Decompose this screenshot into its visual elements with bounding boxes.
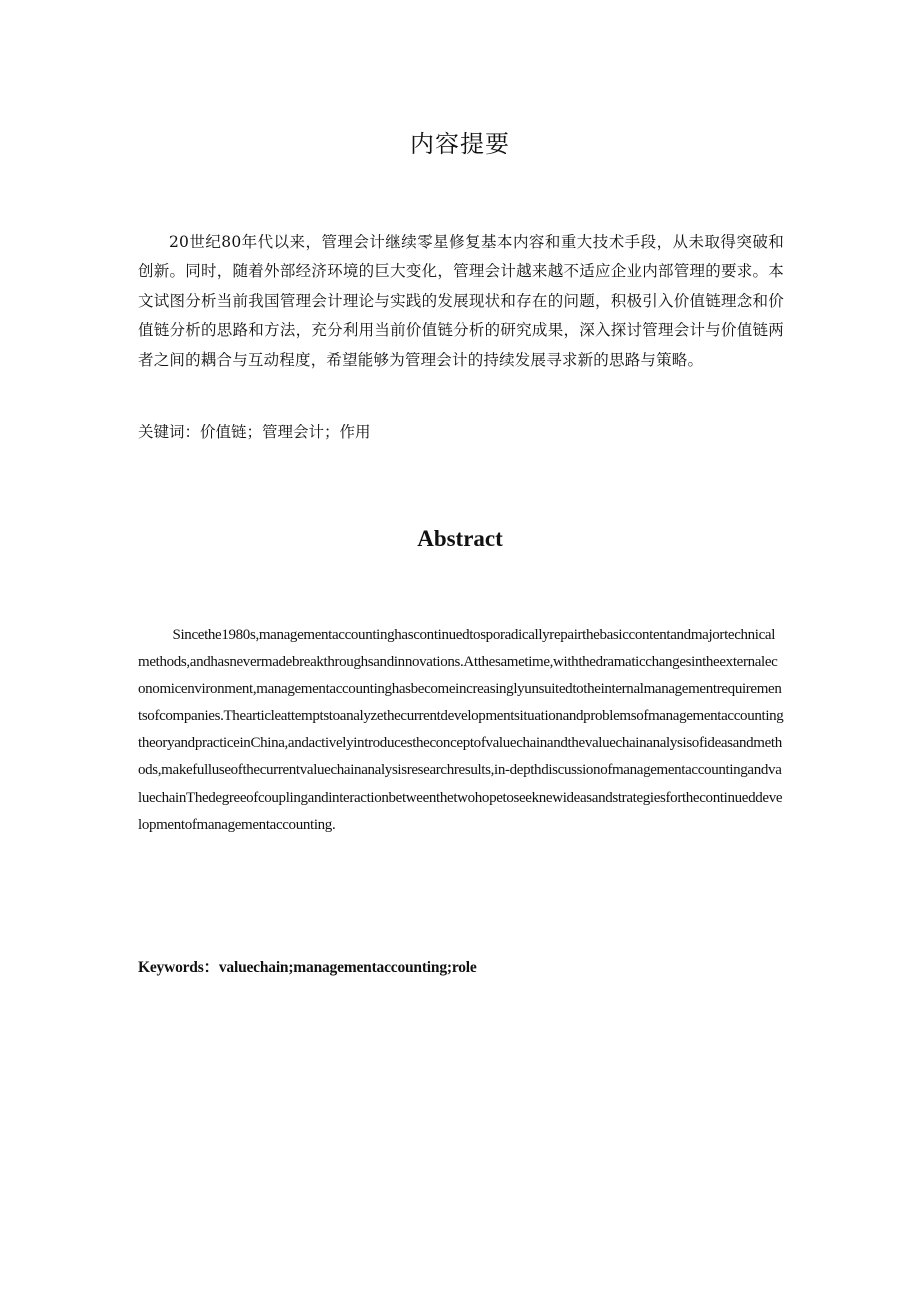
chinese-abstract-paragraph: 20世纪80年代以来，管理会计继续零星修复基本内容和重大技术手段，从未取得突破和创新。同时，随着外部经济环境的巨大变化，管理会计越来越不适应企业内部管理的要求。本文试图分析当前我国管理会计理论与实践的发展现状和存在的问题，积极引入价值链理念和价值链分析的思路和方法，充分利用当前价值链分析的研究成果，深入探讨管理会计与价值链两者之间的耦合与互动程度，希望能够为管理会计的持续发展寻求新的思路与策略。: [138, 233, 784, 369]
english-abstract-paragraph: Sincethe1980s,managementaccountinghascontinuedtosporadicallyrepairthebasiccontentandmajortechnicalmethods,andhasnevermadebreakthroughsandinnovations.Atthesametime,withthedramaticchangesintheexternaleconomicenvironment,managementaccountinghasbecomeincreasinglyunsuitedtotheinternalmanagementrequirementsofcompanies.ThearticleattemptstoanalyzethecurrentdevelopmentsituationandproblemsofmanagementaccountingtheoryandpracticeinChina,andactivelyintroducestheconceptofvaluechainandthevaluechainanalysisofideasandmethods,makefulluseofthecurrentvaluechainanalysisresearchresults,in-depthdiscussionofmanagementaccountingandvaluechainThedegreeofcouplingandinteractionbetweenthetwohopetoseeknewideasandstrategiesforthecontinueddevelopmentofmanagementaccounting.: [138, 627, 784, 833]
english-keywords: Keywords：valuechain;managementaccounting;role: [138, 959, 477, 976]
english-abstract-title: Abstract: [417, 526, 503, 551]
chinese-keywords: 关键词：价值链；管理会计；作用: [138, 423, 371, 441]
chinese-abstract-title: 内容提要: [410, 130, 510, 158]
